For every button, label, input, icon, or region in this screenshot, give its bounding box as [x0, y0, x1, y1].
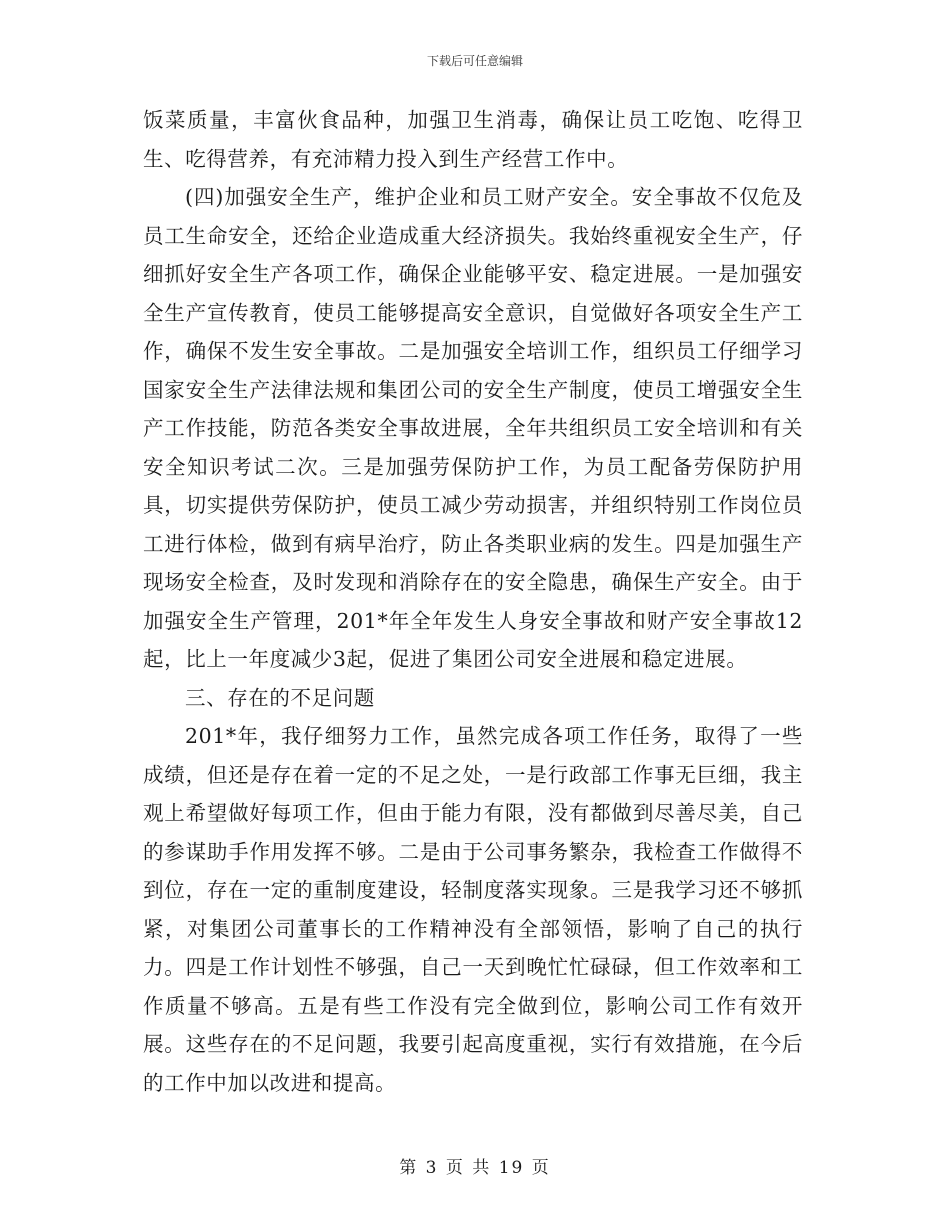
page-footer-page-number: 第 3 页 共 19 页 [399, 1158, 551, 1178]
paragraph-safety-production: (四)加强安全生产，维护企业和员工财产安全。安全事故不仅危及员工生命安全，还给企业造成重大经济损失。我始终重视安全生产，仔细抓好安全生产各项工作，确保企业能够平安、稳定进展。一是加强安全生产宣传教育，使员工能够提高安全意识，自觉做好各项安全生产工作，确保不发生安全事故。二是加强安全培训工作，组织员工仔细学习国家安全生产法律法规和集团公司的安全生产制度，使员工增强安全生产工作技能，防范各类安全事故进展，全年共组织员工安全培训和有关安全知识考试二次。三是加强劳保防护工作，为员工配备劳保防护用具，切实提供劳保防护，使员工减少劳动损害，并组织特别工作岗位员工进行体检，做到有病早治疗，防止各类职业病的发生。四是加强生产现场安全检查，及时发现和消除存在的安全隐患，确保生产安全。由于加强安全生产管理，201*年全年发生人身安全事故和财产安全事故12起，比上一年度减少3起，促进了集团公司安全进展和稳定进展。 [143, 185, 803, 671]
document-body [143, 101, 803, 1102]
paragraph-shortcomings: 201*年，我仔细努力工作，虽然完成各项工作任务，取得了一些成绩，但还是存在着一定的不足之处，一是行政部工作事无巨细，我主观上希望做好每项工作，但由于能力有限，没有都做到尽善尽美，自己的参谋助手作用发挥不够。二是由于公司事务繁杂，我检查工作做得不到位，存在一定的重制度建设，轻制度落实现象。三是我学习还不够抓紧，对集团公司董事长的工作精神没有全部领悟，影响了自己的执行力。四是工作计划性不够强，自己一天到晚忙忙碌碌，但工作效率和工作质量不够高。五是有些工作没有完全做到位，影响公司工作有效开展。这些存在的不足问题，我要引起高度重视，实行有效措施，在今后的工作中加以改进和提高。 [143, 724, 803, 1095]
paragraph-continued: 饭菜质量，丰富伙食品种，加强卫生消毒，确保让员工吃饱、吃得卫生、吃得营养，有充沛精力投入到生产经营工作中。 [143, 108, 803, 171]
section-heading-shortcomings: 三、存在的不足问题 [185, 685, 375, 710]
page-header: 下载后可任意编辑 [426, 54, 523, 68]
